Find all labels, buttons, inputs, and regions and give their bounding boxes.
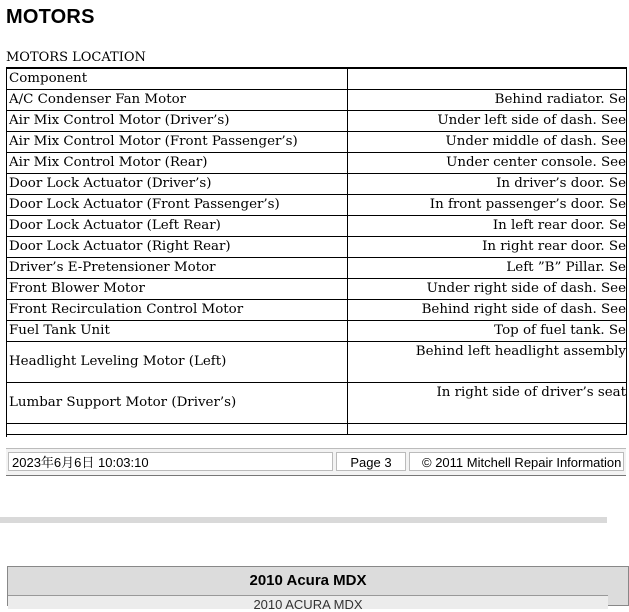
next-page-header: [7, 566, 629, 612]
location-text: In driver’s door. Se: [496, 176, 626, 191]
table-row-empty: [7, 424, 627, 435]
vehicle-title: 2010 Acura MDX: [249, 572, 367, 589]
page-footer: [6, 448, 626, 476]
table-row: [7, 90, 627, 111]
table-row: [7, 300, 627, 321]
next-document-page: [0, 523, 607, 612]
component-cell: Door Lock Actuator (Driver’s): [7, 174, 348, 195]
component-cell: Door Lock Actuator (Front Passenger’s): [7, 195, 348, 216]
table-header-row: [7, 69, 627, 90]
location-text: Left ”B” Pillar. Se: [506, 260, 626, 275]
footer-datetime: 2023年6月6日 10:03:10: [8, 452, 333, 471]
table-row: [7, 216, 627, 237]
location-text: Behind right side of dash. See: [421, 302, 626, 317]
component-cell: Air Mix Control Motor (Front Passenger’s): [7, 132, 348, 153]
table-row: [7, 279, 627, 300]
location-text: In left rear door. Se: [492, 218, 626, 233]
location-cell: [348, 90, 627, 111]
location-cell: [348, 342, 627, 383]
location-cell: [348, 300, 627, 321]
component-cell: Driver’s E-Pretensioner Motor: [7, 258, 348, 279]
vehicle-subtitle: 2010 ACURA MDX: [8, 595, 608, 609]
component-cell: Headlight Leveling Motor (Left): [7, 342, 348, 383]
footer-page-number: Page 3: [336, 452, 406, 471]
location-text: Under middle of dash. See: [445, 134, 626, 149]
table-row: [7, 321, 627, 342]
motors-table-container: [6, 67, 627, 437]
component-cell: Air Mix Control Motor (Rear): [7, 153, 348, 174]
component-cell: Front Blower Motor: [7, 279, 348, 300]
table-row: [7, 258, 627, 279]
location-cell: [348, 424, 627, 435]
location-cell: [348, 237, 627, 258]
table-row: [7, 111, 627, 132]
location-text: Behind radiator. Se: [494, 92, 626, 107]
table-caption: MOTORS LOCATION: [6, 50, 146, 65]
table-row: [7, 342, 627, 383]
location-cell: [348, 195, 627, 216]
component-cell: Air Mix Control Motor (Driver’s): [7, 111, 348, 132]
location-text: Top of fuel tank. Se: [494, 323, 626, 338]
component-cell: [7, 424, 348, 435]
location-text: In front passenger’s door. Se: [429, 197, 626, 212]
location-text: In right rear door. Se: [482, 239, 626, 254]
component-cell: Lumbar Support Motor (Driver’s): [7, 383, 348, 424]
location-cell: [348, 111, 627, 132]
location-text: Under left side of dash. See: [437, 113, 626, 128]
location-cell: [348, 383, 627, 424]
header-component: Component: [7, 69, 348, 90]
location-text: Under right side of dash. See: [426, 281, 626, 296]
table-row: [7, 195, 627, 216]
location-cell: [348, 132, 627, 153]
location-cell: [348, 279, 627, 300]
table-row: [7, 237, 627, 258]
table-row: [7, 153, 627, 174]
table-row: [7, 132, 627, 153]
location-cell: [348, 216, 627, 237]
location-cell: [348, 321, 627, 342]
component-cell: A/C Condenser Fan Motor: [7, 90, 348, 111]
component-cell: Fuel Tank Unit: [7, 321, 348, 342]
location-text: Under center console. See: [446, 155, 626, 170]
location-text: Behind left headlight assembly: [415, 344, 626, 359]
table-row: [7, 383, 627, 424]
motors-location-table: [7, 69, 627, 435]
component-cell: Front Recirculation Control Motor: [7, 300, 348, 321]
location-cell: [348, 174, 627, 195]
footer-copyright: © 2011 Mitchell Repair Information: [409, 452, 624, 471]
section-heading: MOTORS: [6, 6, 95, 28]
component-cell: Door Lock Actuator (Right Rear): [7, 237, 348, 258]
location-cell: [348, 153, 627, 174]
component-cell: Door Lock Actuator (Left Rear): [7, 216, 348, 237]
header-location: [348, 69, 627, 90]
location-cell: [348, 258, 627, 279]
table-row: [7, 174, 627, 195]
location-text: In right side of driver’s seat: [436, 385, 626, 400]
